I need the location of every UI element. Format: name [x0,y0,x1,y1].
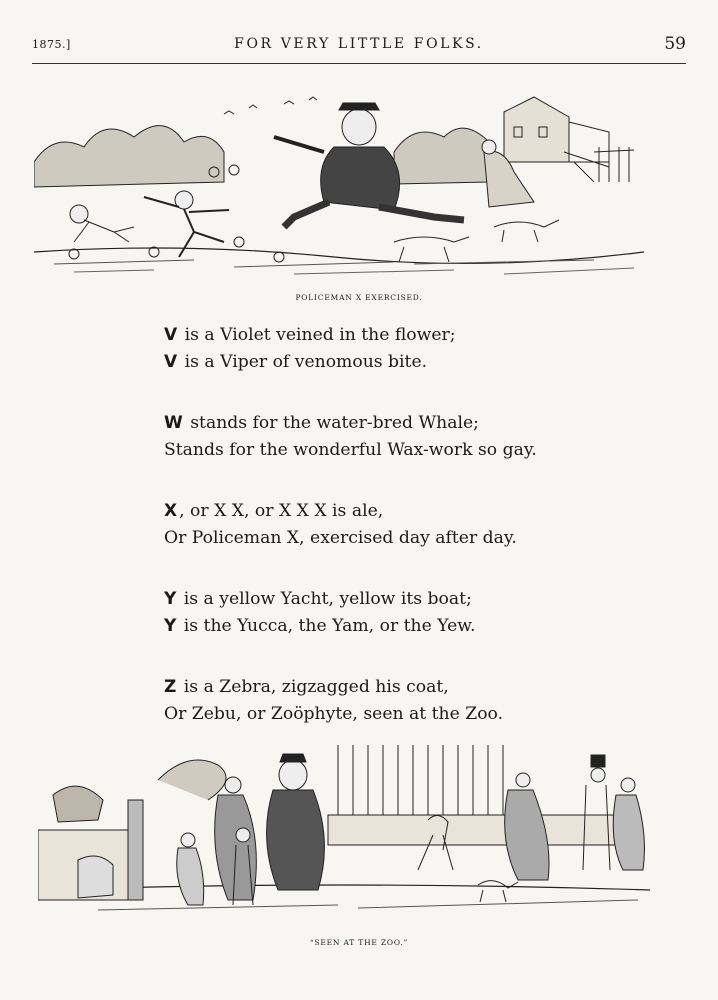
stanza [164,586,634,640]
header-rule [32,63,686,64]
verse-line [164,349,634,376]
header-year: 1875.] [32,38,71,51]
stanza [164,410,634,464]
verse-text: is a Viper of venomous bite. [179,352,428,372]
verse-line [164,586,634,613]
stanza [164,498,634,552]
verse-text: is a yellow Yacht, yellow its boat; [178,589,472,609]
verse-line [164,525,634,552]
stanza [164,674,634,728]
verse-text: Or Zebu, or Zoöphyte, seen at the Zoo. [164,704,504,724]
running-head [32,34,686,62]
verse-text: Or Policeman X, exercised day after day. [164,528,517,548]
verse-line [164,674,634,701]
verse-text: is a Zebra, zigzagged his coat, [178,677,449,697]
verse-block [164,322,634,762]
verse-text: is a Violet veined in the flower; [179,325,456,345]
verse-initial: W [164,413,183,433]
verse-initial: X [164,501,178,521]
verse-initial: V [164,325,178,345]
bottom-caption: “SEEN AT THE ZOO.” [309,938,409,947]
verse-text: Stands for the wonderful Wax-work so gay. [164,440,537,460]
page-number: 59 [664,34,686,54]
verse-line [164,701,634,728]
verse-initial: Y [164,589,177,609]
verse-line [164,322,634,349]
stanza [164,322,634,376]
verse-text: stands for the water-bred Whale; [184,413,479,433]
top-caption: POLICEMAN X EXERCISED. [295,293,423,302]
header-title: FOR VERY LITTLE FOLKS. [234,36,484,52]
verse-initial: V [164,352,178,372]
verse-line [164,613,634,640]
verse-line [164,437,634,464]
verse-text: , or X X, or X X X is ale, [179,501,384,521]
verse-text: is the Yucca, the Yam, or the Yew. [178,616,476,636]
verse-initial: Y [164,616,177,636]
verse-line [164,410,634,437]
verse-initial: Z [164,677,177,697]
zoo-illustration [38,740,650,930]
verse-line [164,498,634,525]
policeman-illustration [34,92,644,282]
